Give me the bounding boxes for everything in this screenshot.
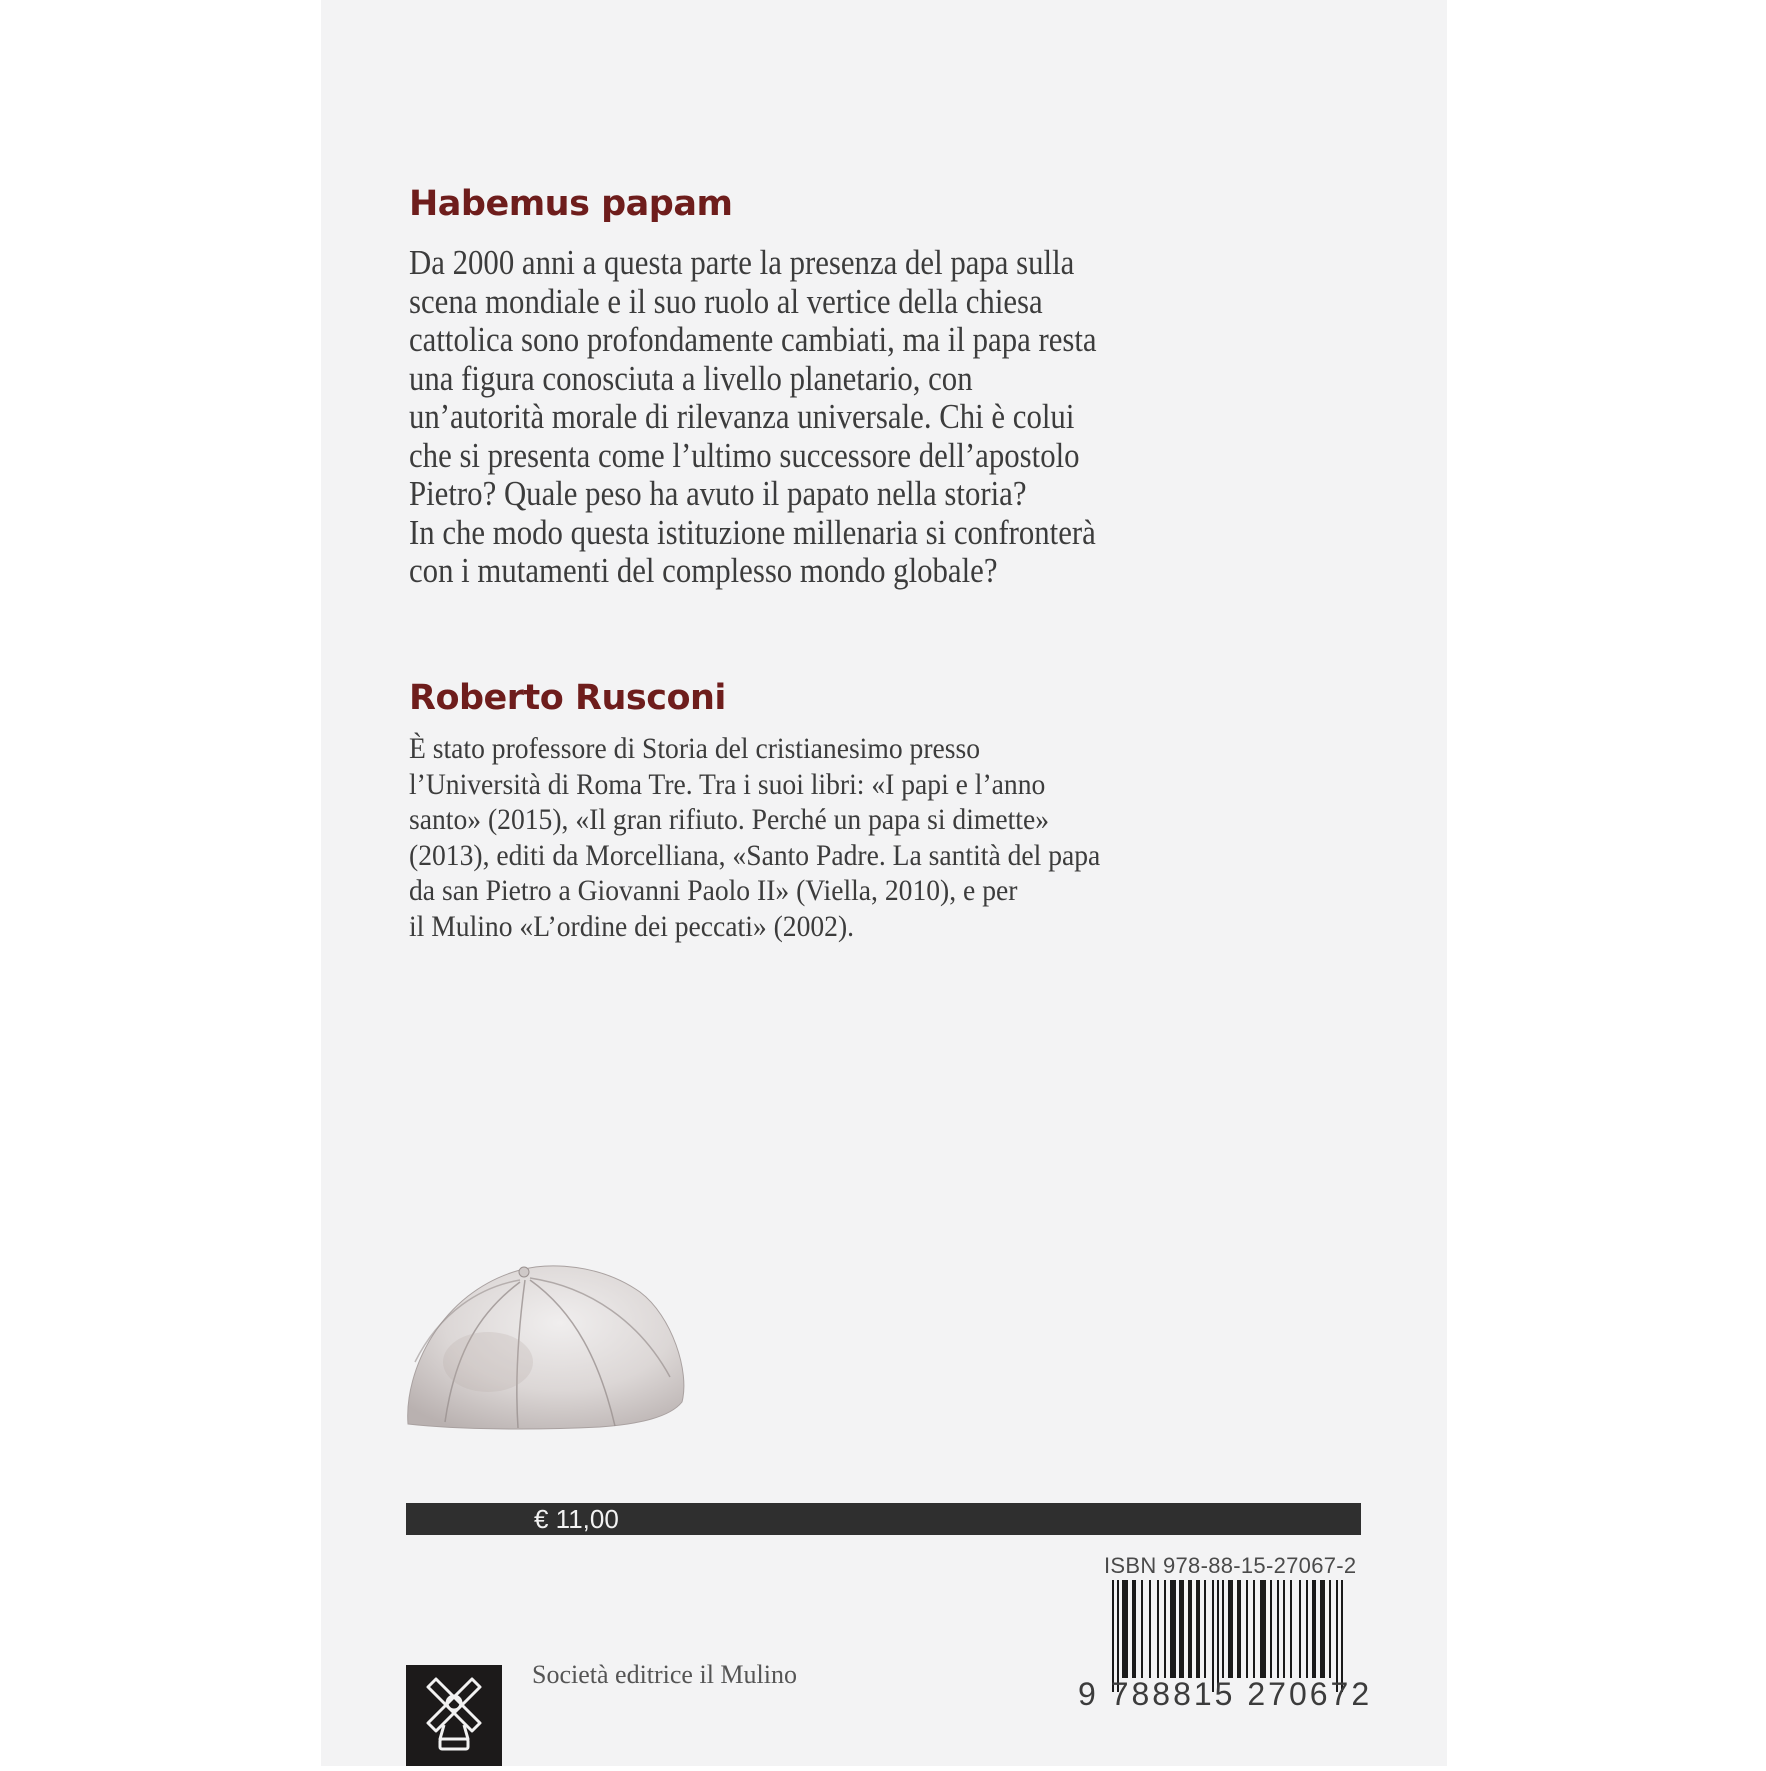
blurb-line: Da 2000 anni a questa parte la presenza del papa sulla: [409, 243, 1075, 282]
bio-line: (2013), editi da Morcelliana, «Santo Padre. La santità del papa: [409, 838, 1101, 872]
bio-line: l’Università di Roma Tre. Tra i suoi libri: «I papi e l’anno: [409, 767, 1046, 801]
bio-line: da san Pietro a Giovanni Paolo II» (Viella, 2010), e per: [409, 874, 1018, 907]
price-bar: [406, 1503, 1361, 1535]
blurb-line: una figura conosciuta a livello planetario, con: [409, 358, 973, 398]
bio-line: il Mulino «L’ordine dei peccati» (2002).: [409, 909, 855, 943]
blurb-line: In che modo questa istituzione millenaria si confronterà: [409, 512, 1096, 552]
blurb-line: con i mutamenti del complesso mondo globale?: [409, 551, 998, 590]
blurb-line: cattolica sono profondamente cambiati, ma il papa resta: [409, 320, 1097, 359]
author-name-heading: Roberto Rusconi: [409, 678, 726, 718]
book-title-heading: Habemus papam: [409, 184, 733, 224]
bio-line: santo» (2015), «Il gran rifiuto. Perché un papa si dimette»: [409, 803, 1050, 836]
blurb-line: un’autorità morale di rilevanza universale. Chi è colui: [409, 397, 1075, 436]
zucchetto-skullcap-icon: [400, 1252, 690, 1432]
blurb-line: Pietro? Quale peso ha avuto il papato nella storia?: [409, 474, 1027, 513]
blurb-line: scena mondiale e il suo ruolo al vertice della chiesa: [409, 281, 1043, 321]
blurb-line: che si presenta come l’ultimo successore dell’apostolo: [409, 435, 1080, 475]
author-bio: [409, 731, 1100, 944]
windmill-icon: [406, 1665, 502, 1766]
book-blurb: [409, 244, 1097, 591]
price-label: € 11,00: [534, 1504, 619, 1534]
barcode-digits: 9 788815 270672: [1078, 1676, 1373, 1712]
publisher-name: Società editrice il Mulino: [532, 1660, 797, 1689]
isbn-label: ISBN 978-88-15-27067-2: [1104, 1553, 1357, 1578]
bio-line: È stato professore di Storia del cristianesimo presso: [409, 732, 981, 765]
